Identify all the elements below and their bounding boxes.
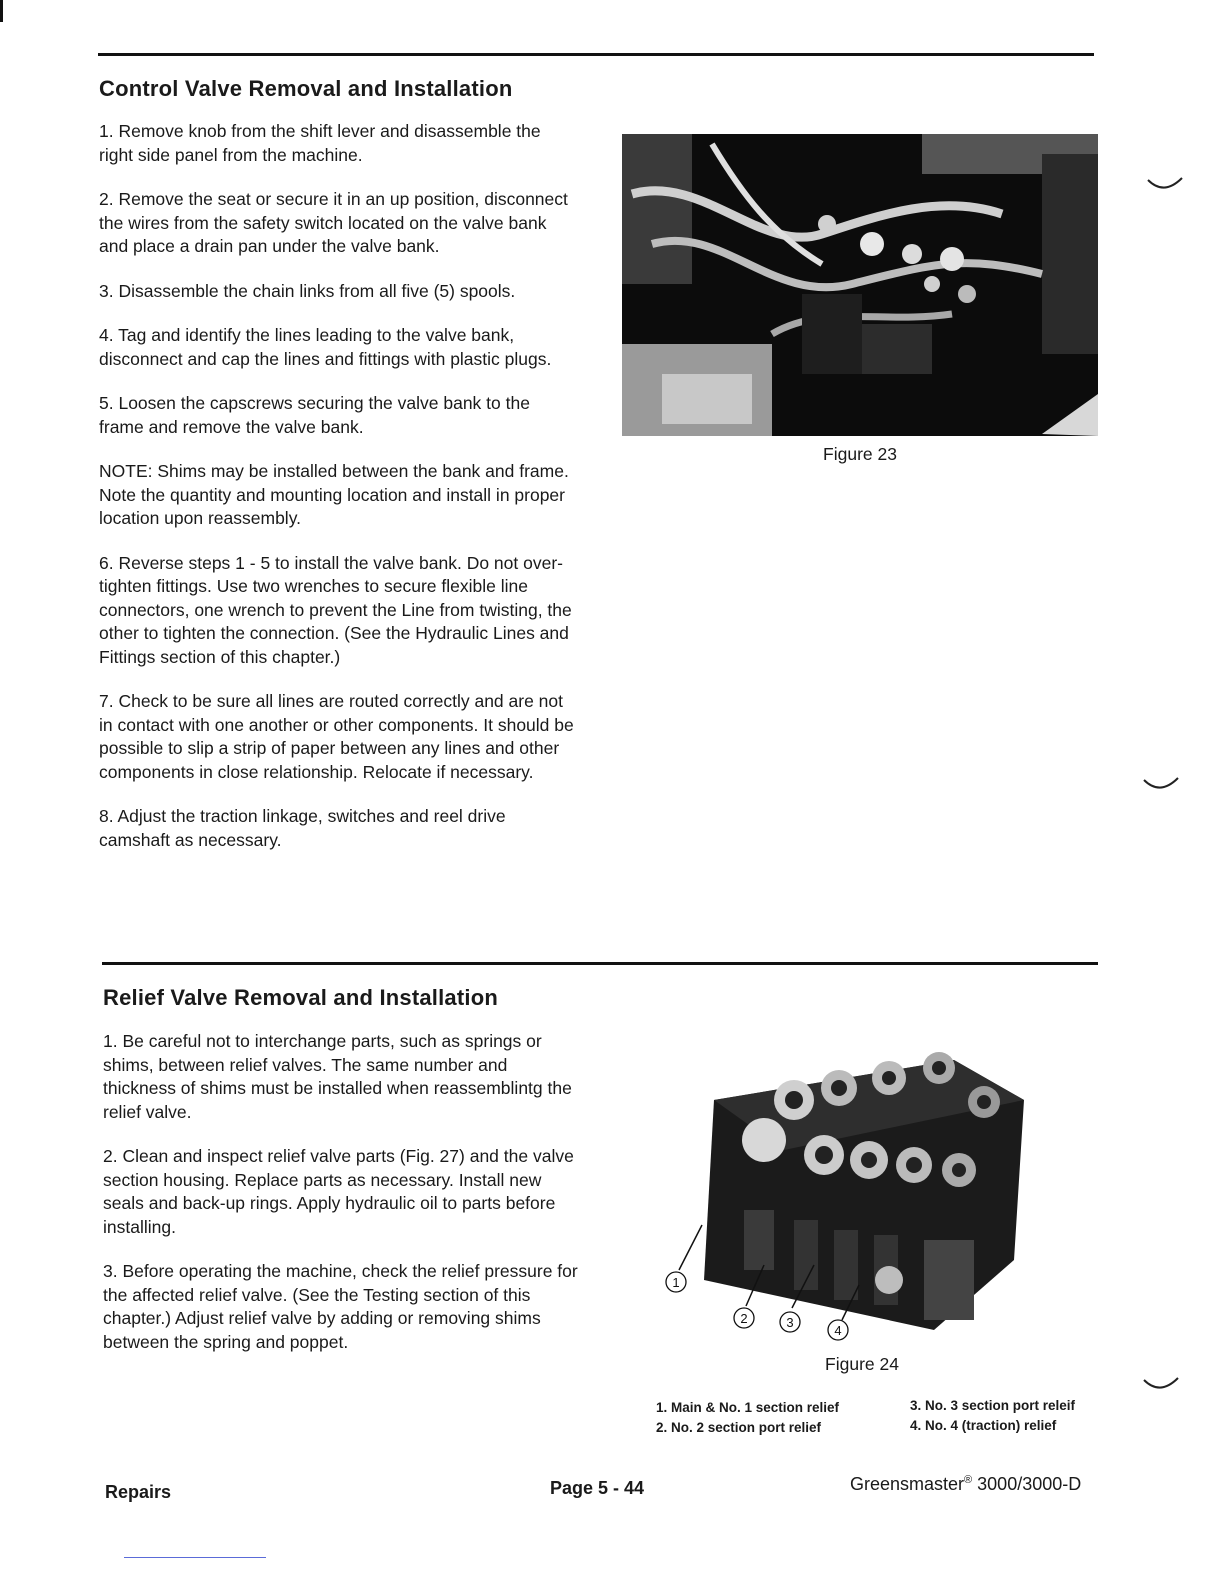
binder-hole-mark	[1142, 774, 1182, 798]
step: 1. Remove knob from the shift lever and disassemble the right side panel from the machine.	[99, 121, 541, 165]
bottom-underline	[124, 1557, 266, 1558]
step: 3. Disassemble the chain links from all five (5) spools.	[99, 280, 516, 301]
figure-24-photo	[624, 1040, 1100, 1350]
binder-hole-mark	[1142, 1374, 1182, 1398]
product-brand: Greensmaster	[850, 1474, 965, 1494]
step: 2. Clean and inspect relief valve parts (Fig. 27) and the valve section housing. Replace parts as necessary. Install new seals and back-up rings. Apply hydraulic oil to parts before installing.	[103, 1146, 574, 1237]
legend-item: 2. No. 2 section port relief	[656, 1420, 822, 1435]
step: 2. Remove the seat or secure it in an up position, disconnect the wires from the safety switch located on the valve bank and place a drain pan under the valve bank.	[99, 189, 568, 256]
figure-24-legend-right	[910, 1396, 1110, 1436]
callout-3: 3	[786, 1315, 794, 1330]
binder-hole-mark	[1146, 174, 1186, 198]
figure-23-photo	[622, 134, 1098, 436]
section-heading-relief-valve: Relief Valve Removal and Installation	[103, 985, 498, 1010]
section-heading-control-valve: Control Valve Removal and Installation	[99, 76, 513, 101]
callout-2: 2	[740, 1311, 748, 1326]
legend-item: 4. No. 4 (traction) relief	[910, 1418, 1057, 1433]
section-rule	[102, 962, 1098, 965]
figure-24-caption: Figure 24	[825, 1354, 899, 1374]
step: 7. Check to be sure all lines are routed correctly and are not in contact with one another or other components. It should be possible to slip a strip of paper between any lines and other components in close relationship. Relocate if necessary.	[99, 691, 574, 782]
callout-4: 4	[834, 1323, 842, 1338]
footer-product-name	[850, 1474, 1081, 1495]
step: 4. Tag and identify the lines leading to the valve bank, disconnect and cap the lines and fittings with plastic plugs.	[99, 325, 552, 369]
registered-mark: ®	[964, 1474, 973, 1486]
note: NOTE: Shims may be installed between the bank and frame. Note the quantity and mounting location and install in proper location upon reassembly.	[99, 461, 569, 528]
relief-valve-steps	[103, 1030, 581, 1375]
legend-item: 1. Main & No. 1 section relief	[656, 1400, 840, 1415]
product-model: 3000/3000-D	[972, 1474, 1082, 1494]
step: 6. Reverse steps 1 - 5 to install the valve bank. Do not over-tighten fittings. Use two wrenches to secure flexible line connectors, one wrench to prevent the Line from twisting, the other to tighten the connection. (See the Hydraulic Lines and Fittings section of this chapter.)	[99, 552, 572, 667]
control-valve-steps	[99, 120, 577, 873]
footer-page-number: Page 5 - 44	[550, 1478, 645, 1498]
step: 8. Adjust the traction linkage, switches and reel drive camshaft as necessary.	[99, 806, 506, 850]
callout-1: 1	[672, 1275, 680, 1290]
step: 1. Be careful not to interchange parts, such as springs or shims, between relief valves. The same number and thickness of shims must be installed when reassemblintg the relief valve.	[103, 1031, 572, 1122]
margin-bar	[0, 0, 3, 22]
figure-24-legend-left	[656, 1398, 896, 1438]
legend-item: 3. No. 3 section port releif	[910, 1398, 1076, 1413]
footer-section-name: Repairs	[105, 1482, 172, 1502]
step: 3. Before operating the machine, check the relief pressure for the affected relief valve. (See the Testing section of this chapter.) Adjust relief valve by adding or removing shims between the spring and poppet.	[103, 1261, 578, 1352]
top-rule	[98, 53, 1094, 56]
figure-23-caption: Figure 23	[823, 444, 897, 464]
step: 5. Loosen the capscrews securing the valve bank to the frame and remove the valve bank.	[99, 393, 530, 437]
